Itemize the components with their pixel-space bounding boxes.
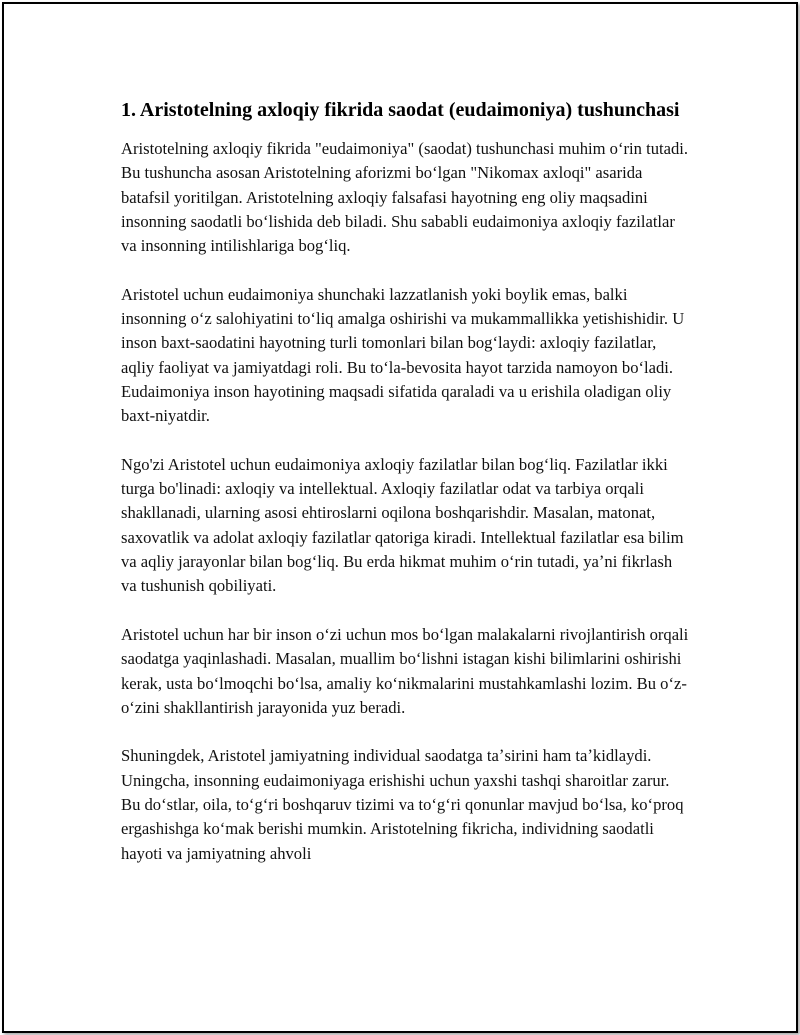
document-page <box>2 2 798 1033</box>
paragraph-4: Aristotel uchun har bir inson oʻzi uchun mos boʻlgan malakalarni rivojlantirish orqali saodatga yaqinlashadi. Masalan, muallim boʻlishni istagan kishi bilimlarini oshirishi kerak, usta boʻlmoqchi boʻlsa, amaliy koʻnikmalarini mustahkamlashi lozim. Bu oʻz-oʻzini shakllantirish jarayonida yuz beradi. <box>121 624 689 717</box>
paragraph-1: Aristotelning axloqiy fikrida "eudaimoniya" (saodat) tushunchasi muhim oʻrin tutadi. Bu tushuncha asosan Aristotelning aforizmi boʻlgan "Nikomax axloqi" asarida batafsil yoritilgan. Aristotelning axloqiy falsafasi hayotning eng oliy maqsadini insonning saodatli boʻlishida deb biladi. Shu sababli eudaimoniya axloqiy fazilatlar va insonning intilishlariga bogʻliq. <box>121 139 689 256</box>
page-title: 1. Aristotelning axloqiy fikrida saodat (eudaimoniya) tushunchasi <box>121 99 680 121</box>
paragraph-5: Shuningdek, Aristotel jamiyatning individual saodatga taʼsirini ham taʼkidlaydi. Uningcha, insonning eudaimoniyaga erishishi uchun yaxshi tashqi sharoitlar zarur. Bu doʻstlar, oila, toʻgʻri boshqaruv tizimi va toʻgʻri qonunlar mavjud boʻlsa, koʻproq ergashishga koʻmak berishi mumkin. Aristotelning fikricha, individning saodatli hayoti va jamiyatning ahvoli <box>121 746 684 863</box>
paragraph-2: Aristotel uchun eudaimoniya shunchaki lazzatlanish yoki boylik emas, balki insonning oʻz salohiyatini toʻliq amalga oshirishi va mukammallikka yetishishidir. U inson baxt-saodatini hayotning turli tomonlari bilan bogʻlaydi: axloqiy fazilatlar, aqliy faoliyat va jamiyatdagi roli. Bu toʻla-bevosita hayot tarzida namoyon boʻladi. Eudaimoniya inson hayotining maqsadi sifatida qaraladi va u erishila oladigan oliy baxt-niyatdir. <box>121 284 685 426</box>
document-body <box>121 97 691 890</box>
paragraph-3: Ngo'zi Aristotel uchun eudaimoniya axloqiy fazilatlar bilan bogʻliq. Fazilatlar ikki turga bo'linadi: axloqiy va intellektual. Axloqiy fazilatlar odat va tarbiya orqali shakllanadi, ularning asosi ehtiroslarni oqilona boshqarishdir. Masalan, matonat, saxovatlik va adolat axloqiy fazilatlar qatoriga kiradi. Intellektual fazilatlar esa bilim va aqliy jarayonlar bilan bogʻliq. Bu erda hikmat muhim oʻrin tutadi, yaʼni fikrlash va tushunish qobiliyati. <box>121 454 684 596</box>
